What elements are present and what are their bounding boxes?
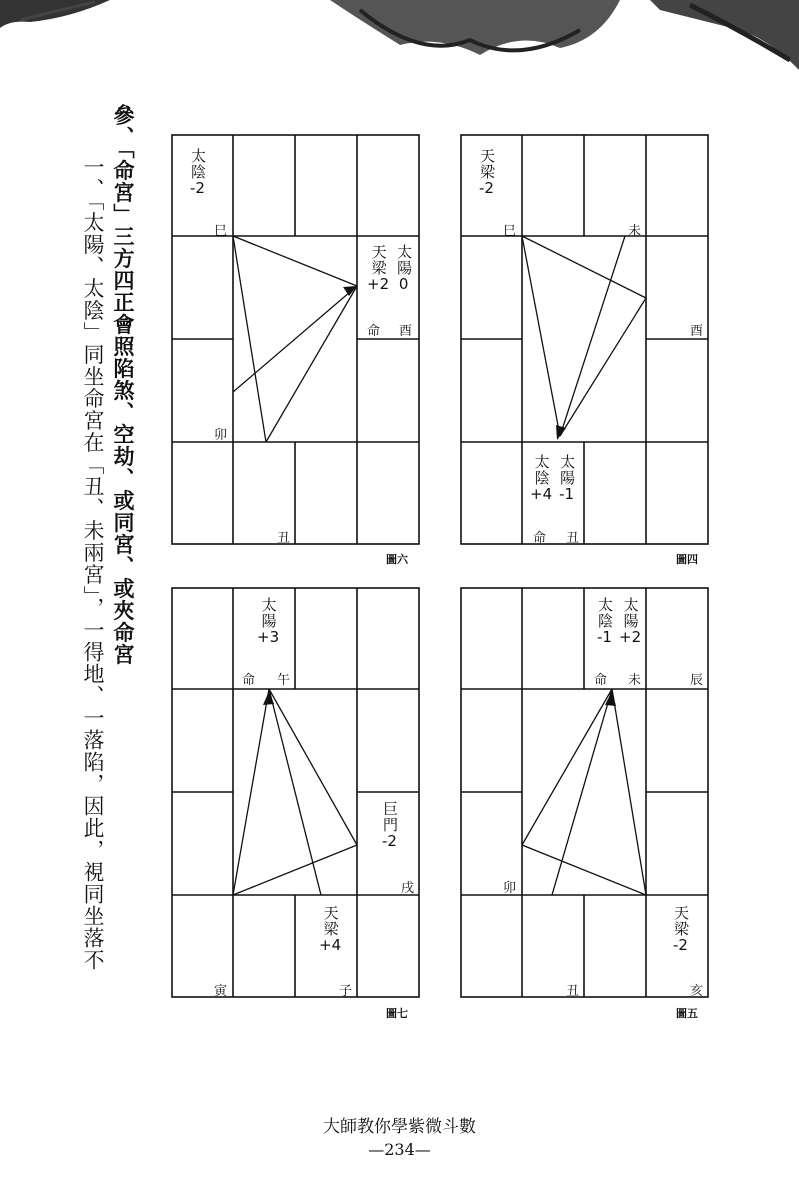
- chart-fig7-grid: [171, 587, 420, 998]
- branch-chen: 辰: [690, 673, 704, 688]
- branch-you: 酉: [690, 324, 704, 339]
- chart-fig4: [460, 134, 709, 545]
- ming-palace-label: 命: [242, 673, 256, 688]
- branch-chou: 丑: [566, 984, 580, 999]
- ming-palace-label: 命: [594, 673, 608, 688]
- branch-wei: 未: [628, 673, 642, 688]
- page-number: —234—: [368, 1140, 431, 1159]
- star-tianliang: 天梁 -2: [478, 148, 496, 197]
- branch-you: 酉: [399, 324, 413, 339]
- star-taiyang: 太陽 +3: [257, 597, 280, 646]
- caption-fig5: 圖五: [676, 1007, 698, 1020]
- branch-yin: 寅: [214, 984, 228, 999]
- body-paragraph: 一、「太陽、太陰」同坐命宮在「丑、未兩宮」，一得地、一落陷，因此，視同坐落不: [81, 156, 105, 971]
- section-heading: 參、「命宮」三方四正會照陷煞、空劫、或同宮、或夾命宮: [111, 104, 135, 666]
- branch-mao: 卯: [214, 428, 228, 443]
- star-tianliang: 天梁 +4: [319, 905, 342, 954]
- caption-fig4: 圖四: [676, 553, 698, 566]
- star-taiyin: 太陰 -2: [189, 148, 207, 197]
- branch-zi: 子: [339, 984, 353, 999]
- star-tianliang: 天梁 +2: [367, 244, 390, 293]
- star-tianliang: 天梁 -2: [672, 905, 690, 954]
- chart-fig7: [171, 587, 420, 998]
- star-taiyang: 太陽 +2: [619, 597, 642, 646]
- decorative-brush-banner: [0, 0, 799, 70]
- branch-wu: 午: [277, 673, 291, 688]
- branch-si: 巳: [503, 224, 517, 239]
- ming-palace-label: 命: [533, 531, 547, 546]
- star-taiyin: 太陰 +4: [530, 454, 553, 503]
- star-taiyin: 太陰 -1: [596, 597, 614, 646]
- star-taiyang: 太陽 -1: [558, 454, 577, 503]
- chart-fig6: [171, 134, 420, 545]
- chart-fig4-grid: [460, 134, 709, 545]
- chart-fig6-grid: [171, 134, 420, 545]
- chart-fig5: [460, 587, 709, 998]
- branch-hai: 亥: [690, 984, 704, 999]
- branch-mao: 卯: [503, 881, 517, 896]
- branch-chou: 丑: [277, 531, 291, 546]
- branch-wei: 未: [628, 224, 642, 239]
- book-title: 大師教你學紫微斗數: [323, 1117, 476, 1137]
- ming-palace-label: 命: [367, 324, 381, 339]
- branch-xu: 戌: [401, 881, 415, 896]
- star-jumen: 巨門 -2: [381, 801, 399, 850]
- caption-fig7: 圖七: [386, 1007, 408, 1020]
- star-taiyang: 太陽 0: [395, 244, 414, 293]
- branch-si: 巳: [214, 224, 228, 239]
- branch-chou: 丑: [566, 531, 580, 546]
- caption-fig6: 圖六: [386, 553, 408, 566]
